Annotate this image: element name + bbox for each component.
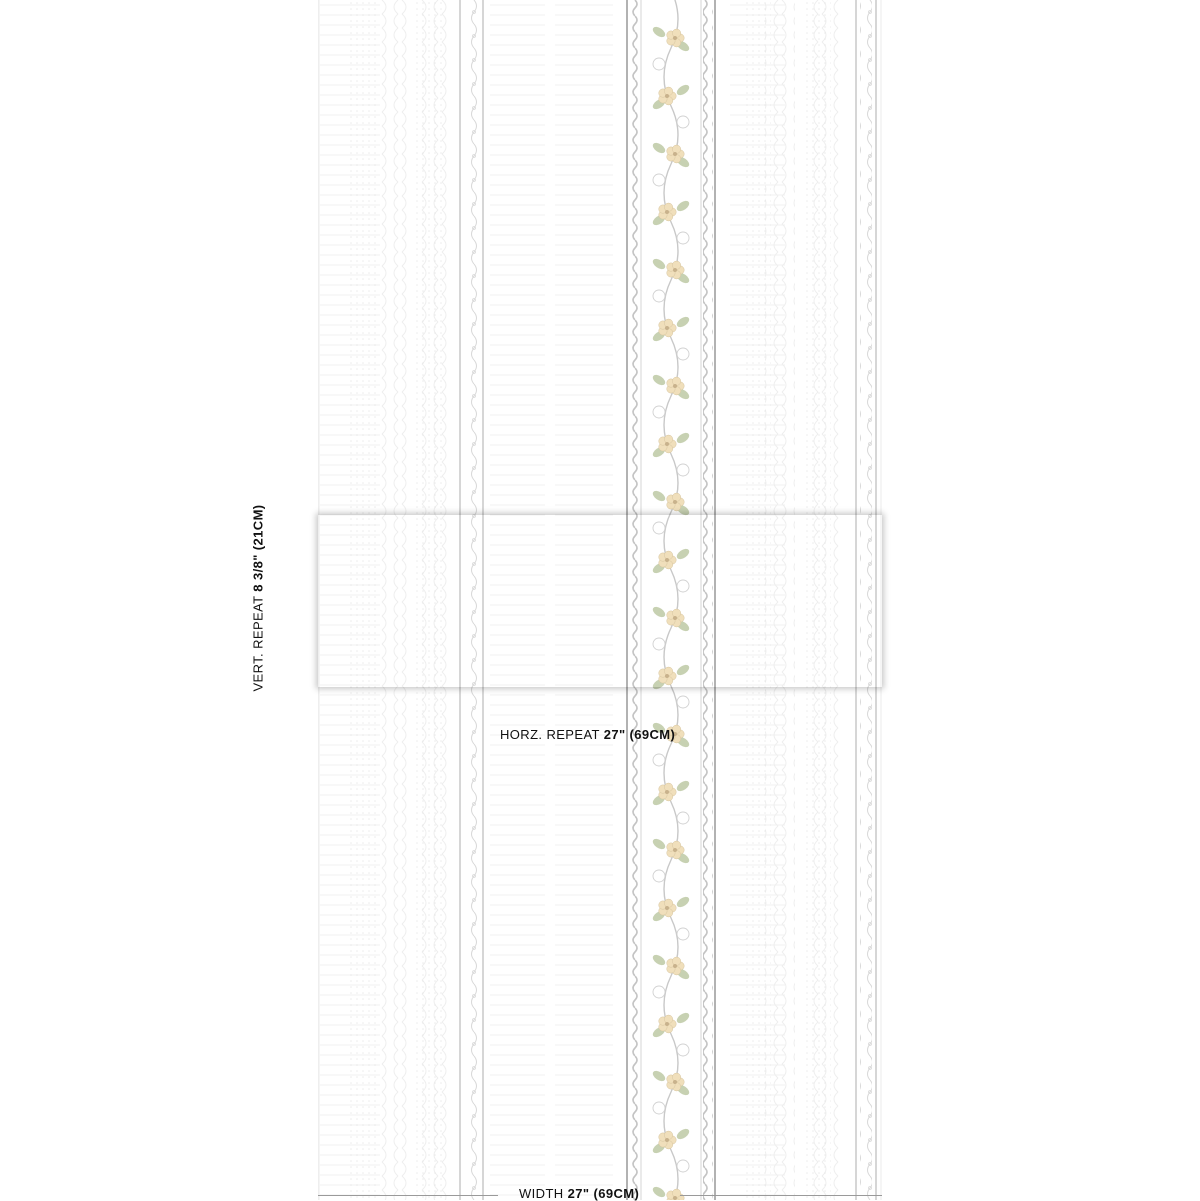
flower-center [673,848,677,852]
flower-center [665,1022,669,1026]
flower-center [665,210,669,214]
vertical-repeat-label [251,504,266,691]
flower-center [673,500,677,504]
flower-petal [664,435,672,443]
flower-petal [672,609,680,617]
flower-petal [664,1131,672,1139]
width-label [519,1186,639,1201]
flower-center [665,790,669,794]
flower-center [673,964,677,968]
flower-center [665,1138,669,1142]
flower-petal [672,957,680,965]
flower-center [673,616,677,620]
flower-petal [672,1073,680,1081]
horizontal-repeat-label [500,727,675,742]
flower-petal [664,899,672,907]
flower-petal [672,261,680,269]
flower-petal [672,377,680,385]
flower-center [673,268,677,272]
flower-petal [664,783,672,791]
flower-center [673,152,677,156]
flower-petal [664,667,672,675]
width-prefix: WIDTH [519,1186,568,1201]
flower-petal [672,1189,680,1197]
width-value: 27" (69CM) [567,1186,640,1201]
flower-center [673,1080,677,1084]
horizontal-repeat-prefix: HORZ. REPEAT [500,727,604,742]
vertical-repeat-value: 8 3/8" (21CM) [250,504,266,592]
width-dimension-line-left [318,1195,498,1196]
flower-petal [672,493,680,501]
flower-petal [672,29,680,37]
flower-center [665,558,669,562]
flower-center [673,1196,677,1200]
flower-center [665,674,669,678]
flower-petal [664,87,672,95]
vertical-repeat-prefix: VERT. REPEAT [250,591,266,692]
flower-center [665,906,669,910]
horizontal-repeat-value: 27" (69CM) [603,727,676,742]
flower-center [665,326,669,330]
flower-petal [664,319,672,327]
flower-petal [664,203,672,211]
flower-center [665,94,669,98]
flower-center [673,36,677,40]
flower-petal [664,1015,672,1023]
width-dimension-line-right [680,1195,882,1196]
flower-petal [672,841,680,849]
flower-petal [664,551,672,559]
flower-center [665,442,669,446]
flower-petal [672,145,680,153]
flower-center [673,384,677,388]
